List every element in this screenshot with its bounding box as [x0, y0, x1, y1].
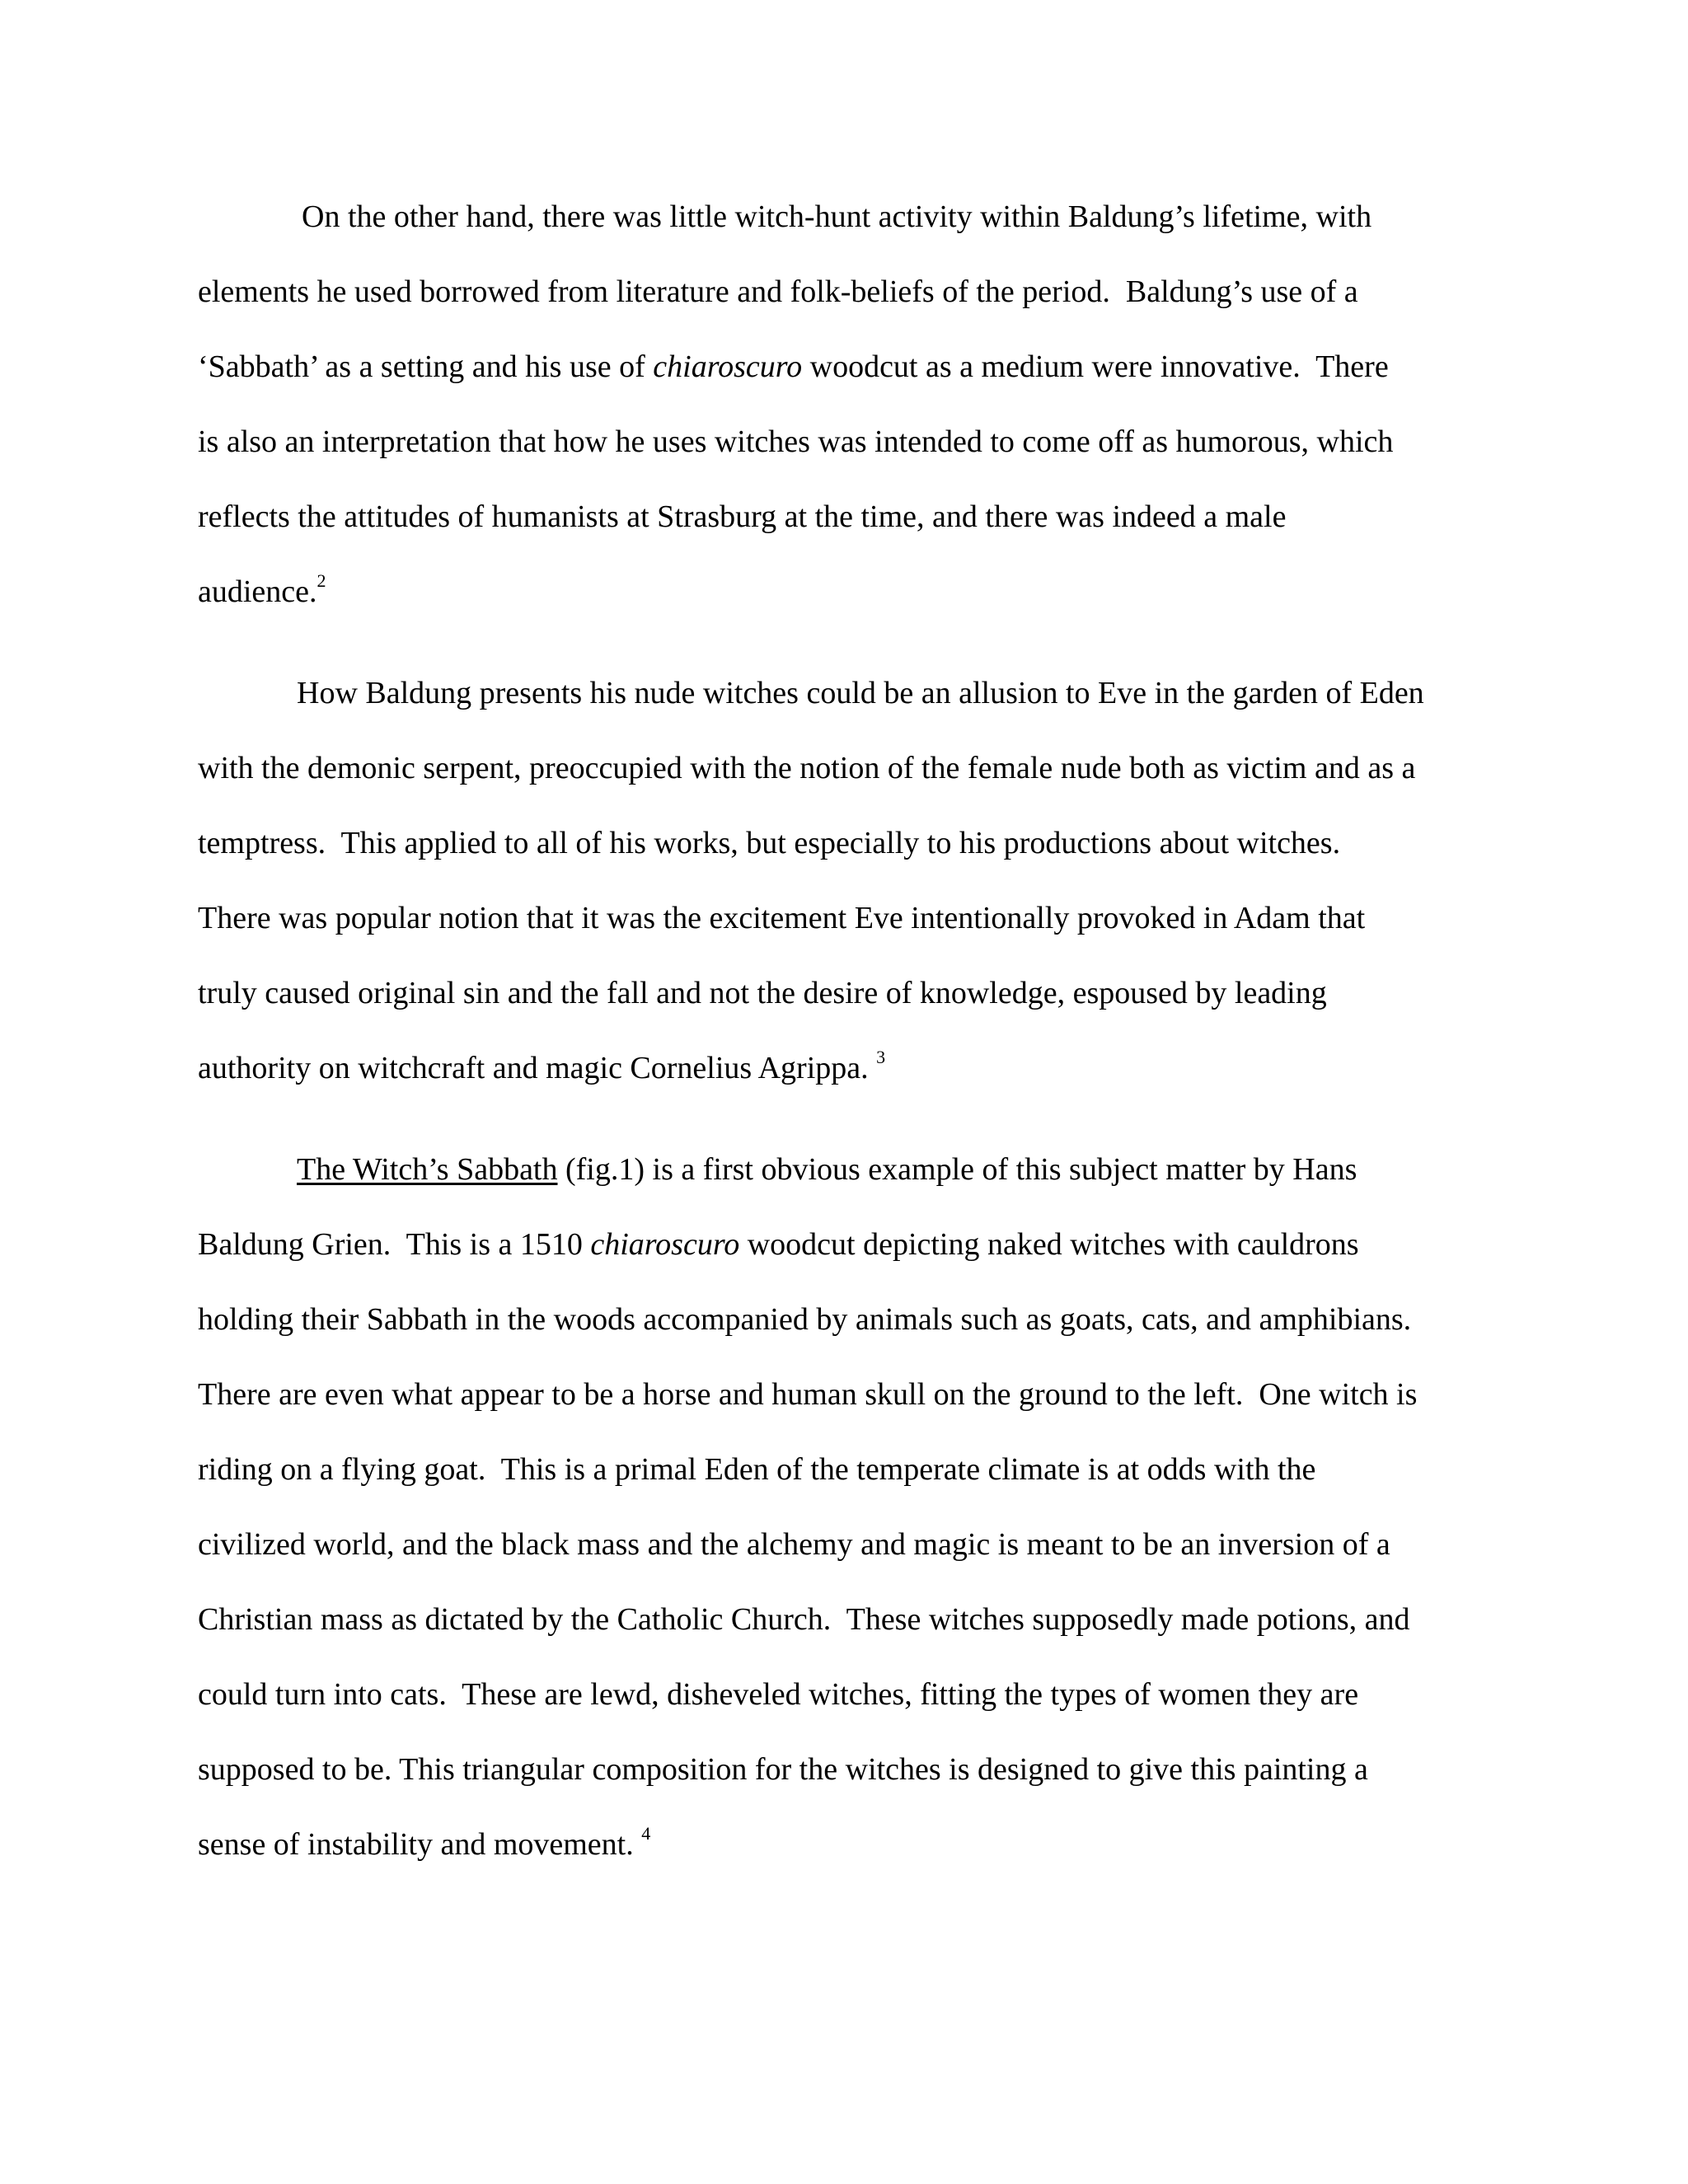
paragraph-2-line-1 — [297, 674, 1424, 712]
text-span: ‘Sabbath’ as a setting and his use of — [198, 349, 654, 384]
paragraph-1-line-2 — [198, 273, 1358, 311]
text-span: truly caused original sin and the fall and not the desire of knowledge, espoused by leading — [198, 976, 1327, 1010]
paragraph-3-line-7 — [198, 1601, 1409, 1638]
italic-term: chiaroscuro — [653, 349, 803, 384]
paragraph-3-line-3 — [198, 1301, 1411, 1338]
text-span: with the demonic serpent, preoccupied with the notion of the female nude both as victim and as a — [198, 751, 1416, 785]
paragraph-1-line-4 — [198, 423, 1393, 461]
paragraph-2-line-3 — [198, 824, 1340, 862]
paragraph-3-line-9 — [198, 1750, 1368, 1788]
text-span: audience. — [198, 574, 317, 609]
paragraph-3-line-2 — [198, 1226, 1359, 1263]
paragraph-1-line-5 — [198, 498, 1286, 536]
text-span: sense of instability and movement. — [198, 1827, 642, 1862]
paragraph-3-line-8 — [198, 1675, 1358, 1713]
text-span: reflects the attitudes of humanists at Strasburg at the time, and there was indeed a male — [198, 499, 1287, 534]
paragraph-3-line-10 — [198, 1825, 650, 1863]
paragraph-2-line-5 — [198, 974, 1327, 1012]
text-span: supposed to be. This triangular composition for the witches is designed to give this painting a — [198, 1752, 1368, 1787]
text-span: riding on a flying goat. This is a primal Eden of the temperate climate is at odds with the — [198, 1452, 1316, 1487]
paragraph-3-line-1 — [297, 1151, 1357, 1188]
text-span: There was popular notion that it was the excitement Eve intentionally provoked in Adam that — [198, 901, 1366, 935]
text-span: authority on witchcraft and magic Cornelius Agrippa. — [198, 1051, 877, 1085]
text-span: temptress. This applied to all of his works, but especially to his productions about witches. — [198, 826, 1341, 860]
paragraph-3-line-4 — [198, 1376, 1417, 1413]
text-span: Baldung Grien. This is a 1510 — [198, 1227, 591, 1262]
text-span: There are even what appear to be a horse and human skull on the ground to the left. One witch is — [198, 1377, 1418, 1412]
paragraph-3-line-6 — [198, 1526, 1390, 1563]
artwork-title: The Witch’s Sabbath — [297, 1152, 558, 1187]
paragraph-2-line-6 — [198, 1049, 885, 1087]
text-span: holding their Sabbath in the woods accompanied by animals such as goats, cats, and amphibians. — [198, 1302, 1412, 1337]
text-span: elements he used borrowed from literature and folk-beliefs of the period. Baldung’s use of a — [198, 274, 1358, 309]
text-span: woodcut depicting naked witches with cauldrons — [739, 1227, 1359, 1262]
text-span: could turn into cats. These are lewd, disheveled witches, fitting the types of women they are — [198, 1677, 1359, 1712]
text-span: civilized world, and the black mass and the alchemy and magic is meant to be an inversion of a — [198, 1527, 1390, 1562]
text-span: On the other hand, there was little witch-hunt activity within Baldung’s lifetime, with — [302, 199, 1372, 234]
text-span: woodcut as a medium were innovative. There — [802, 349, 1389, 384]
text-span: How Baldung presents his nude witches could be an allusion to Eve in the garden of Eden — [297, 676, 1424, 710]
text-span: is also an interpretation that how he uses witches was intended to come off as humorous, which — [198, 424, 1394, 459]
paragraph-1-line-1 — [302, 198, 1372, 236]
italic-term: chiaroscuro — [590, 1227, 740, 1262]
paragraph-2-line-4 — [198, 899, 1365, 937]
footnote-marker: 3 — [876, 1047, 886, 1068]
text-span: Christian mass as dictated by the Catholic Church. These witches supposedly made potions, and — [198, 1602, 1410, 1637]
paragraph-1-line-6 — [198, 570, 326, 611]
paragraph-1-line-3 — [198, 348, 1389, 386]
footnote-marker: 4 — [641, 1823, 651, 1844]
text-span: (fig.1) is a first obvious example of this subject matter by Hans — [557, 1152, 1357, 1187]
paragraph-2-line-2 — [198, 749, 1415, 787]
footnote-marker: 2 — [316, 570, 326, 592]
paragraph-3-line-5 — [198, 1451, 1315, 1488]
